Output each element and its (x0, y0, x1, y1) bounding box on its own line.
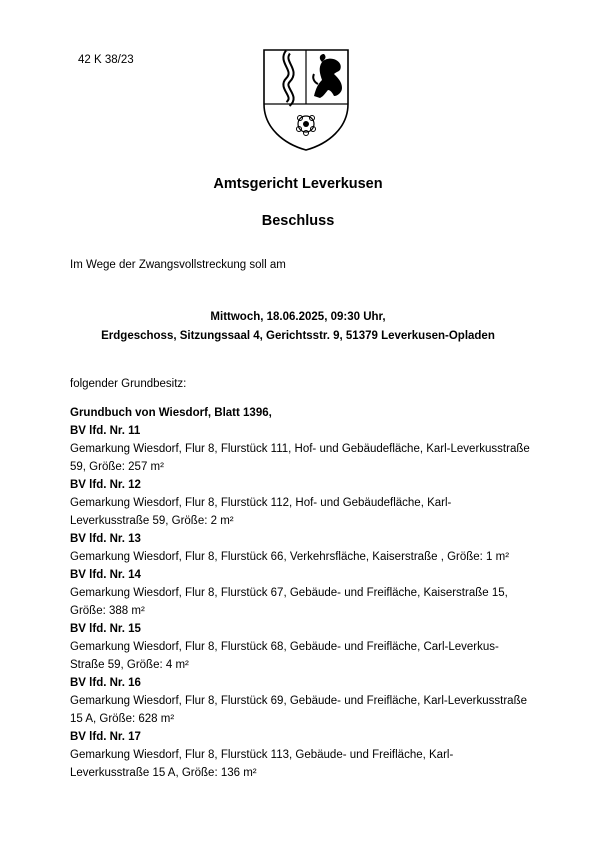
list-item (70, 620, 530, 674)
list-item (70, 674, 530, 728)
list-item (70, 476, 530, 530)
nrw-coat-of-arms-icon (258, 44, 354, 154)
list-item (70, 422, 530, 476)
entry-number: BV lfd. Nr. 13 (70, 533, 141, 545)
entry-number: BV lfd. Nr. 14 (70, 569, 141, 581)
entry-number: BV lfd. Nr. 17 (70, 731, 141, 743)
document-title: Beschluss (261, 213, 335, 229)
land-register-heading: Grundbuch von Wiesdorf, Blatt 1396, (70, 407, 272, 419)
case-number: 42 K 38/23 (78, 54, 134, 66)
entry-description: Gemarkung Wiesdorf, Flur 8, Flurstück 112, Hof- und Gebäudefläche, Karl-Leverkusstraße 59, Größe: 2 m² (70, 497, 452, 527)
entry-number: BV lfd. Nr. 12 (70, 479, 141, 491)
court-name: Amtsgericht Leverkusen (213, 176, 383, 192)
property-intro: folgender Grundbesitz: (70, 378, 187, 390)
auction-location-line: Erdgeschoss, Sitzungssaal 4, Gerichtsstr. 9, 51379 Leverkusen-Opladen (101, 330, 495, 342)
auction-date-line: Mittwoch, 18.06.2025, 09:30 Uhr, (210, 311, 386, 323)
entry-number: BV lfd. Nr. 16 (70, 677, 141, 689)
entry-number: BV lfd. Nr. 15 (70, 623, 141, 635)
list-item (70, 566, 530, 620)
auction-date-block (0, 308, 596, 346)
entry-description: Gemarkung Wiesdorf, Flur 8, Flurstück 68, Gebäude- und Freifläche, Carl-Leverkus-Straße 59, Größe: 4 m² (70, 641, 499, 671)
entry-description: Gemarkung Wiesdorf, Flur 8, Flurstück 111, Hof- und Gebäudefläche, Karl-Leverkusstraße 59, Größe: 257 m² (70, 443, 530, 473)
land-register-section (70, 404, 530, 782)
entry-number: BV lfd. Nr. 11 (70, 425, 141, 437)
entry-description: Gemarkung Wiesdorf, Flur 8, Flurstück 67, Gebäude- und Freifläche, Kaiserstraße 15, Größe: 388 m² (70, 587, 508, 617)
entry-description: Gemarkung Wiesdorf, Flur 8, Flurstück 113, Gebäude- und Freifläche, Karl-Leverkusstraße 15 A, Größe: 136 m² (70, 749, 454, 779)
list-item (70, 530, 530, 566)
list-item (70, 728, 530, 782)
entry-description: Gemarkung Wiesdorf, Flur 8, Flurstück 69, Gebäude- und Freifläche, Karl-Leverkusstraße 15 A, Größe: 628 m² (70, 695, 527, 725)
intro-text: Im Wege der Zwangsvollstreckung soll am (70, 259, 286, 271)
entry-description: Gemarkung Wiesdorf, Flur 8, Flurstück 66, Verkehrsfläche, Kaiserstraße , Größe: 1 m² (70, 551, 510, 563)
